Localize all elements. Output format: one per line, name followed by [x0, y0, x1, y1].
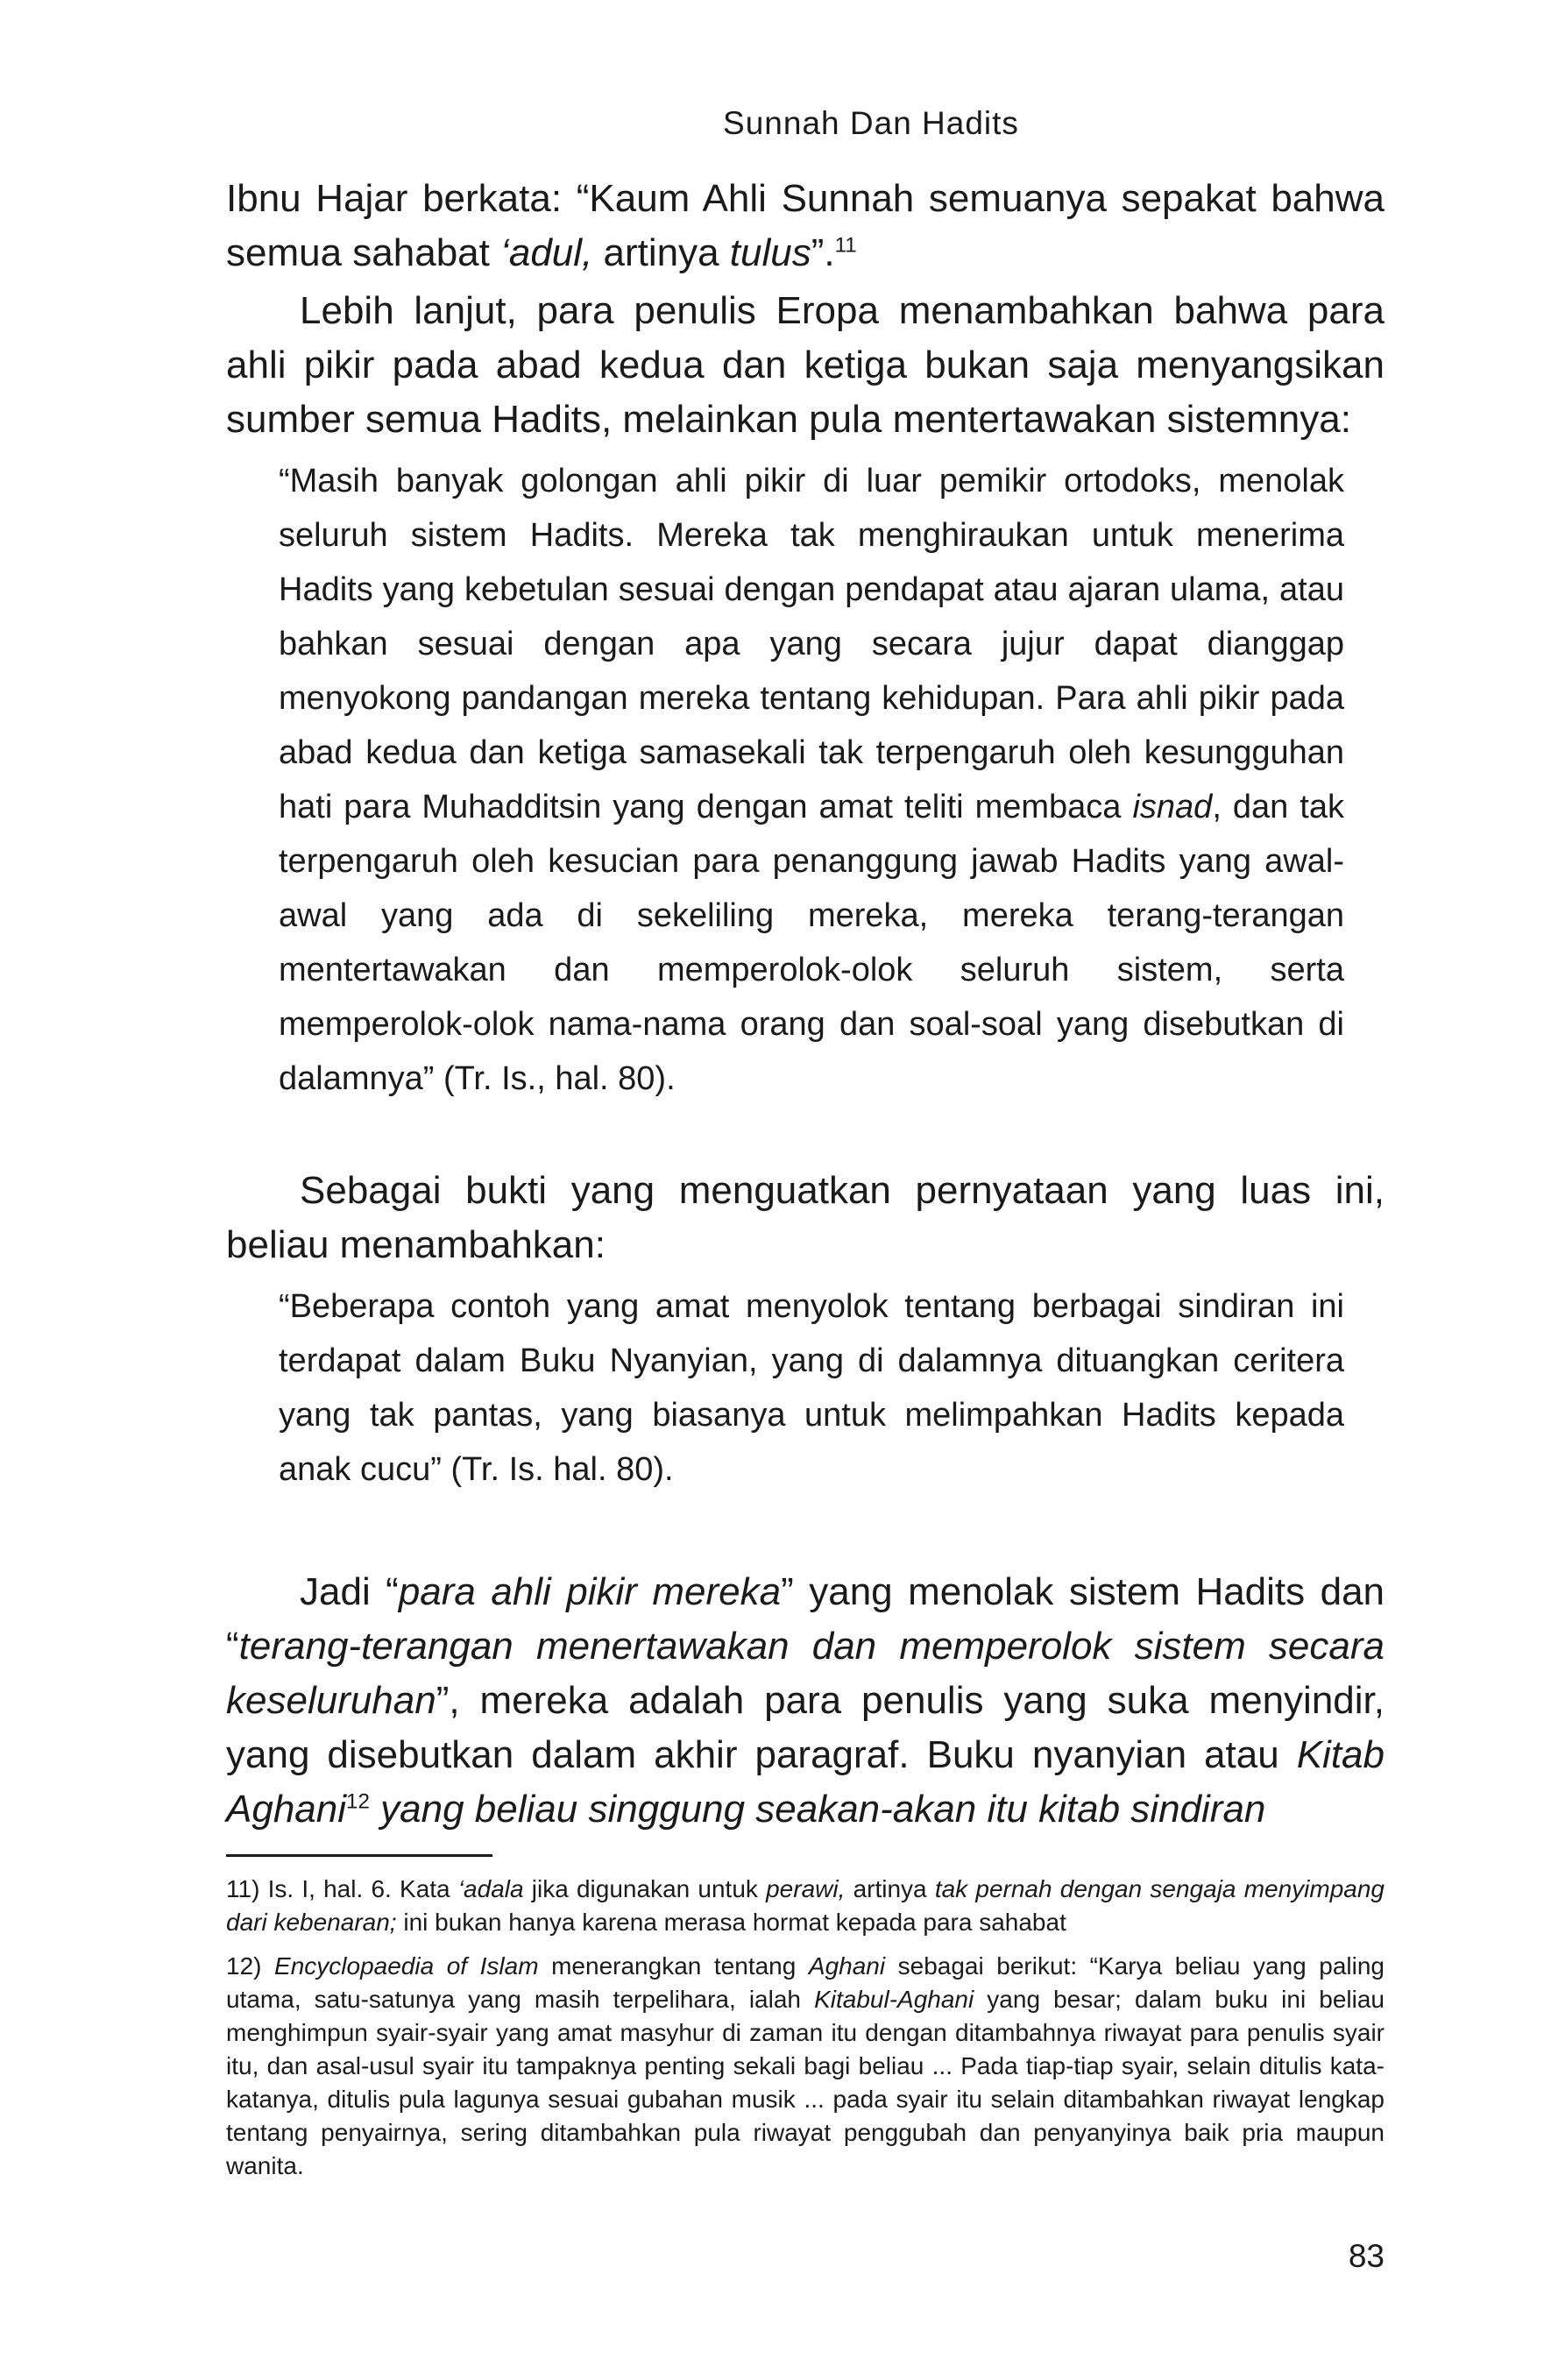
- italic-term: isnad: [1132, 789, 1213, 825]
- italic-phrase: para ahli pikir mereka: [398, 1570, 782, 1613]
- footnote-text: 11) Is. I, hal. 6. Kata: [226, 1875, 458, 1902]
- paragraph-text: Ibnu Hajar berkata: “Kaum Ahli Sunnah semuanya sepakat bahwa semua sahabat: [226, 177, 1385, 274]
- footnote-text: sebagai berikut: “Karya beliau yang paling utama, satu-satunya yang masih terpelihara, ialah: [226, 1952, 1385, 2013]
- quote-text: , dan tak terpengaruh oleh kesucian para penanggung jawab Hadits yang awal-awal yang ada di sekeliling mereka, mereka terang-terangan mentertawakan dan memperolok-olok seluruh sistem, serta memperolok-olok nama-nama orang dan soal-soal yang disebutkan di dalamnya” (Tr. Is., hal. 80).: [279, 789, 1344, 1097]
- italic-term: ‘adul,: [500, 231, 593, 274]
- footnote-divider: [226, 1854, 492, 1857]
- footnote-ref-11: 11: [834, 233, 857, 258]
- paragraph-text: ”.: [811, 231, 835, 274]
- footnote-ref-12: 12: [346, 1789, 370, 1814]
- paragraph-text: Jadi “: [300, 1570, 399, 1613]
- footnote-text: 12): [226, 1952, 275, 1980]
- footnote-text: yang besar; dalam buku ini beliau menghimpun syair-syair yang amat masyhur di zaman itu dengan ditambahnya riwayat para penulis syair itu, dan asal-usul syair itu tampaknya penting sekali bagi beliau ... Pada tiap-tiap syair, selain ditulis kata-katanya, ditulis pula lagunya sesuai gubahan musik ... pada syair itu selain ditambahkan riwayat lengkap tentang penyairnya, sering ditambahkan pula riwayat penggubah dan penyanyinya baik pria maupun wanita.: [226, 1986, 1385, 2179]
- footnote-text: ini bukan hanya karena merasa hormat kepada para sahabat: [396, 1909, 1066, 1936]
- paragraph-jadi: [226, 1565, 1385, 1837]
- book-page: [226, 105, 1385, 2348]
- paragraph-text: ”, mereka adalah para penulis yang suka menyindir, yang disebutkan dalam akhir paragraf. Buku nyanyian atau: [226, 1679, 1385, 1776]
- italic-term: Encyclopaedia of Islam: [274, 1952, 539, 1980]
- paragraph-ibnu-hajar: [226, 172, 1385, 280]
- paragraph-penulis-eropa: Lebih lanjut, para penulis Eropa menambahkan bahwa para ahli pikir pada abad kedua dan ketiga bukan saja menyangsikan sumber semua Hadits, melainkan pula mentertawakan sistemnya:: [226, 289, 1385, 441]
- italic-term: perawi,: [766, 1875, 846, 1902]
- italic-term: tulus: [729, 231, 811, 274]
- paragraph-sebagai-bukti: Sebagai bukti yang menguatkan pernyataan yang luas ini, beliau menambahkan:: [226, 1169, 1385, 1266]
- footnote-text: menerangkan tentang: [538, 1952, 809, 1980]
- footnote-text: artinya: [845, 1875, 935, 1902]
- footnote-11: [226, 1873, 1385, 1939]
- italic-phrase: yang beliau singgung seakan-akan itu kitab sindiran: [369, 1788, 1266, 1831]
- quote-text: “Masih banyak golongan ahli pikir di luar pemikir ortodoks, menolak seluruh sistem Hadits. Mereka tak menghiraukan untuk menerima Hadits yang kebetulan sesuai dengan pendapat atau ajaran ulama, atau bahkan sesuai dengan apa yang secara jujur dapat dianggap menyokong pandangan mereka tentang kehidupan. Para ahli pikir pada abad kedua dan ketiga samasekali tak terpengaruh oleh kesungguhan hati para Muhadditsin yang dengan amat teliti membaca: [279, 463, 1344, 825]
- block-quote-1: [279, 454, 1344, 1106]
- footnote-text: jika digunakan untuk: [523, 1875, 767, 1902]
- italic-phrase: Kitab Aghani: [226, 1733, 1385, 1831]
- italic-term: Kitabul-Aghani: [814, 1986, 974, 2013]
- paragraph-text: ” yang menolak sistem Hadits dan “: [226, 1570, 1385, 1668]
- footnote-12: [226, 1950, 1385, 2183]
- page-number: 83: [1348, 2238, 1385, 2274]
- italic-term: Aghani: [808, 1952, 886, 1980]
- italic-term: tak pernah dengan sengaja menyimpang dari kebenaran;: [226, 1875, 1385, 1936]
- italic-term: ‘adala: [457, 1875, 524, 1902]
- running-head: Sunnah Dan Hadits: [723, 105, 1019, 141]
- block-quote-2: “Beberapa contoh yang amat menyolok tentang berbagai sindiran ini terdapat dalam Buku Nyanyian, yang di dalamnya dituangkan ceritera yang tak pantas, yang biasanya untuk melimpahkan Hadits kepada anak cucu” (Tr. Is. hal. 80).: [279, 1288, 1344, 1488]
- paragraph-text: artinya: [592, 231, 730, 274]
- italic-phrase: terang-terangan menertawakan dan memperolok sistem secara keseluruhan: [226, 1625, 1385, 1722]
